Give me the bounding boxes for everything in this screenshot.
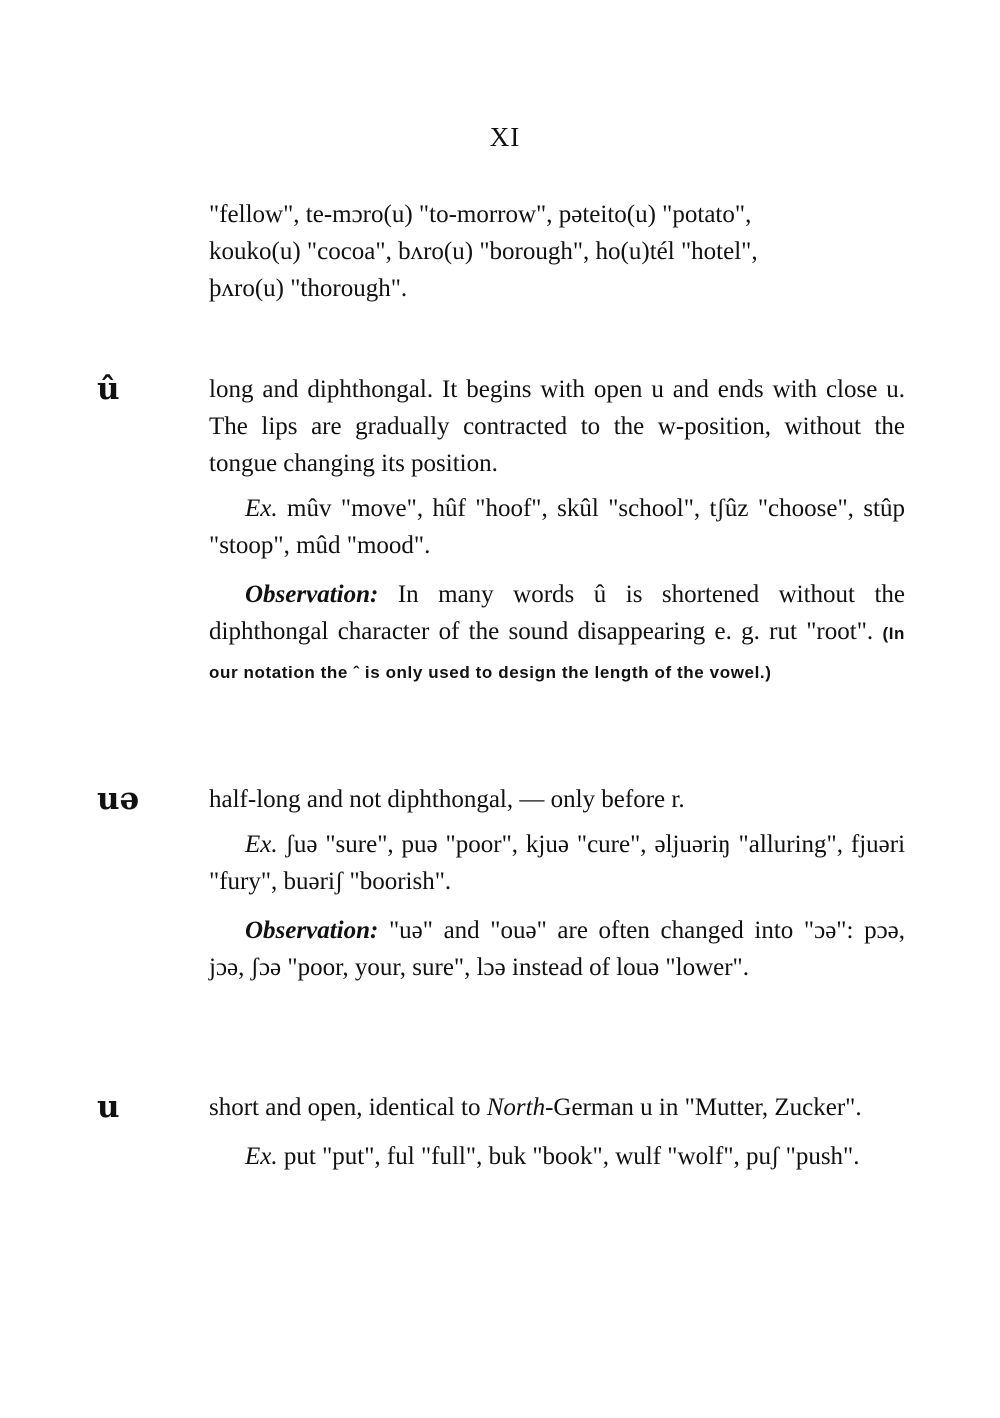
notation-note: (In our notation the ˆ is only used to design the length of the vowel.) [209,624,906,682]
description-italic: North [486,1094,546,1121]
entry-description: half-long and not diphthongal, — only before r. [209,786,685,813]
entry-body [209,1089,905,1175]
example-text: put "put", ful "full", buk "book", wulf "wolf", puʃ "push". [283,1143,860,1170]
entry-description [209,1089,905,1126]
example-text: ʃuə "sure", puə "poor", kjuə "cure", əljuəriŋ "alluring", fjuəri "fury", buəriʃ "boorish". [209,831,906,895]
phonetic-symbol: u [97,1089,120,1125]
example-label: Ex. [245,831,278,858]
continuation-line-1: "fellow", te-mɔro(u) "to-morrow", pəteito(u) "potato", [209,201,752,228]
example-paragraph [209,1138,905,1175]
observation-label: Observation: [245,917,379,944]
example-text: mûv "move", hûf "hoof", skûl "school", tʃûz "choose", stûp "stoop", mûd "mood". [209,495,905,559]
description-part-2: -German u in "Mutter, Zucker". [545,1094,862,1121]
entry-body [209,371,905,691]
entry-description: long and diphthongal. It begins with open u and ends with close u. The lips are gradually contracted to the w-position, without the tongue changing its position. [209,376,905,477]
observation-text: "uə" and "ouə" are often changed into "ɔə": pɔə, jɔə, ʃɔə "poor, your, sure", lɔə instead of louə "lower". [209,917,906,981]
observation-paragraph [209,912,905,986]
continuation-line-2: kouko(u) "cocoa", bʌro(u) "borough", ho(u)tél "hotel", [209,238,758,265]
continuation-line-3: þʌro(u) "thorough". [209,275,408,302]
continuation-paragraph [209,196,905,307]
phonetic-symbol: û [97,371,120,407]
observation-paragraph [209,576,905,691]
description-part-1: short and open, identical to [209,1094,481,1121]
phonetic-symbol: uə [97,781,140,817]
example-label: Ex. [245,495,278,522]
observation-label: Observation: [245,581,379,608]
entry-body [209,781,905,986]
example-paragraph [209,490,905,564]
observation-text: In many words û is shortened without the diphthongal character of the sound disappearing e. g. rut "root". [209,581,906,645]
page-number: XI [489,122,521,152]
example-paragraph [209,826,905,900]
example-label: Ex. [245,1143,278,1170]
